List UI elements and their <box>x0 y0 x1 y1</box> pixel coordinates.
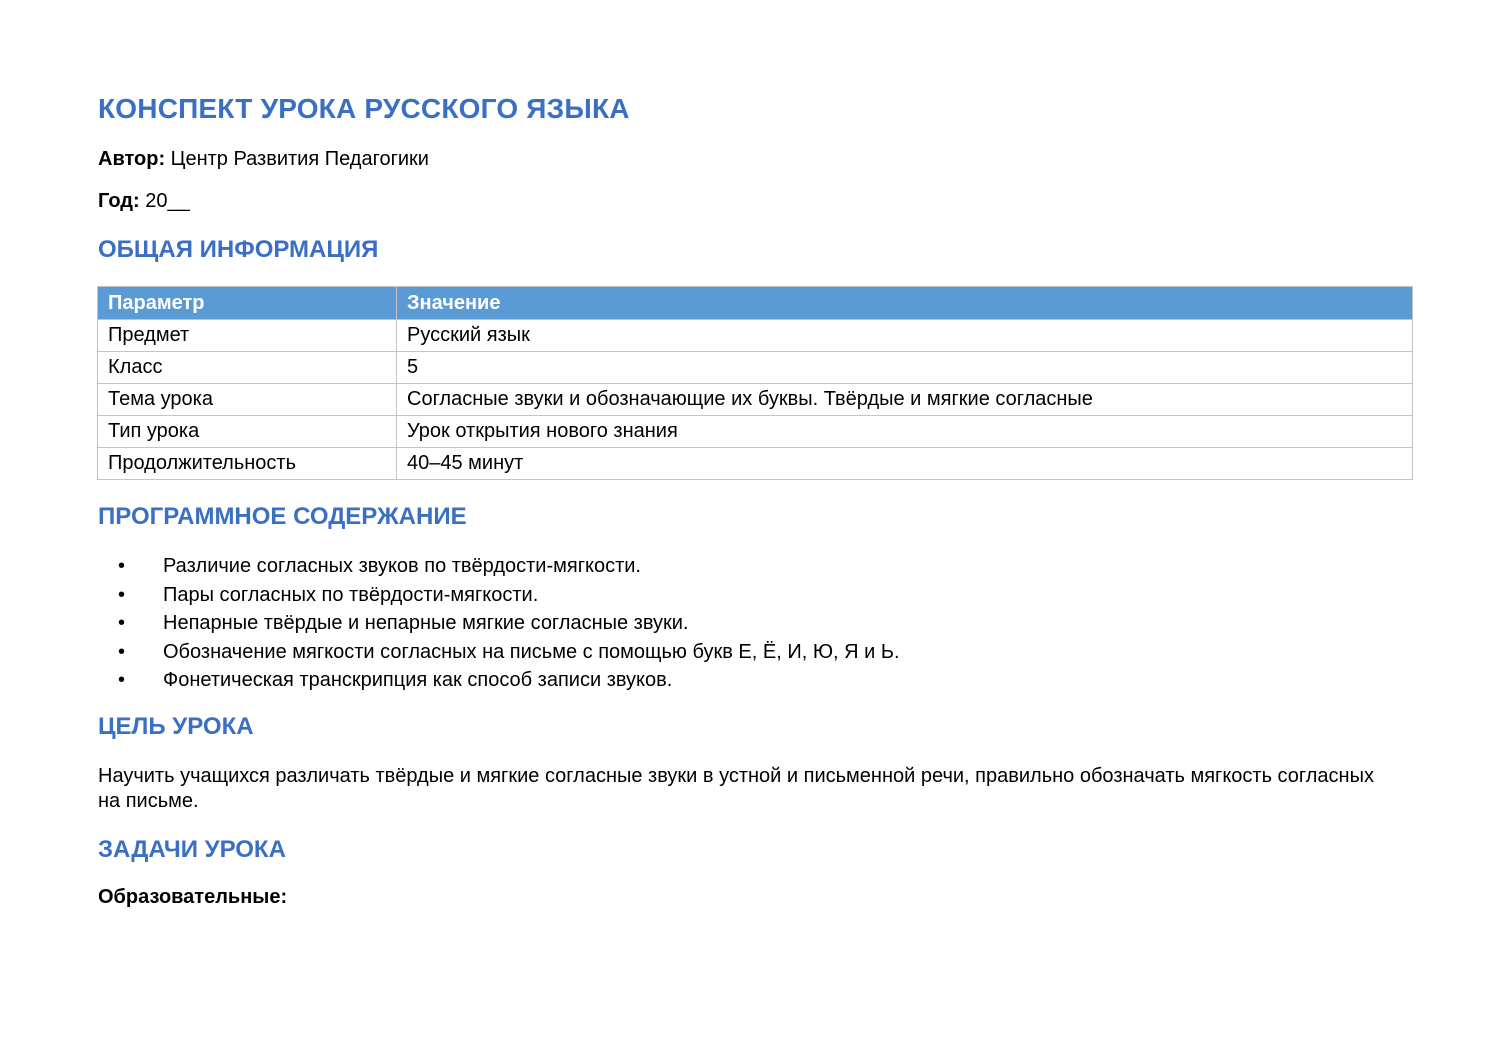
tasks-subheading: Образовательные: <box>98 886 288 908</box>
table-row <box>98 352 1413 384</box>
list-item <box>98 638 900 667</box>
table-cell: Продолжительность <box>98 448 397 480</box>
table-cell: Тема урока <box>98 384 397 416</box>
year-value: 20__ <box>145 190 190 212</box>
table-cell: 40–45 минут <box>397 448 1413 480</box>
table-header-cell: Параметр <box>98 287 397 320</box>
table-row <box>98 384 1413 416</box>
list-item <box>98 666 900 695</box>
table-cell: Русский язык <box>397 320 1413 352</box>
section-heading-tasks: ЗАДАЧИ УРОКА <box>98 836 286 863</box>
year-label: Год: <box>98 190 140 212</box>
table-row <box>98 448 1413 480</box>
list-item <box>98 609 900 638</box>
list-item-text: Различие согласных звуков по твёрдости-мягкости. <box>163 555 641 577</box>
section-heading-program: ПРОГРАММНОЕ СОДЕРЖАНИЕ <box>98 503 467 530</box>
section-heading-general: ОБЩАЯ ИНФОРМАЦИЯ <box>98 236 379 263</box>
list-item-text: Обозначение мягкости согласных на письме с помощью букв Е, Ё, И, Ю, Я и Ь. <box>163 640 900 663</box>
document-title: КОНСПЕКТ УРОКА РУССКОГО ЯЗЫКА <box>98 93 630 124</box>
table-header-cell: Значение <box>397 287 1413 320</box>
bullet-icon: • <box>118 612 126 634</box>
general-info-table <box>97 286 1413 480</box>
bullet-icon: • <box>118 669 126 691</box>
table-cell: Согласные звуки и обозначающие их буквы. Твёрдые и мягкие согласные <box>397 384 1413 416</box>
list-item-text: Пары согласных по твёрдости-мягкости. <box>163 583 539 606</box>
table-cell: Класс <box>98 352 397 384</box>
table-row <box>98 320 1413 352</box>
table-header-row <box>98 287 1413 320</box>
table-cell: Предмет <box>98 320 397 352</box>
list-item-text: Фонетическая транскрипция как способ записи звуков. <box>163 669 673 691</box>
author-line <box>98 148 429 171</box>
table-cell: 5 <box>397 352 1413 384</box>
section-heading-goal: ЦЕЛЬ УРОКА <box>98 713 254 740</box>
goal-text: Научить учащихся различать твёрдые и мягкие согласные звуки в устной и письменной речи, правильно обозначать мягкость согласных на письме. <box>98 765 1374 812</box>
year-line <box>98 190 190 213</box>
bullet-icon: • <box>118 640 126 663</box>
program-list <box>98 552 900 695</box>
bullet-icon: • <box>118 555 126 577</box>
table-cell: Тип урока <box>98 416 397 448</box>
list-item <box>98 552 900 581</box>
list-item <box>98 581 900 610</box>
table-row <box>98 416 1413 448</box>
bullet-icon: • <box>118 583 126 606</box>
list-item-text: Непарные твёрдые и непарные мягкие согласные звуки. <box>163 612 689 634</box>
author-label: Автор: <box>98 148 166 170</box>
author-value: Центр Развития Педагогики <box>170 148 429 170</box>
table-cell: Урок открытия нового знания <box>397 416 1413 448</box>
